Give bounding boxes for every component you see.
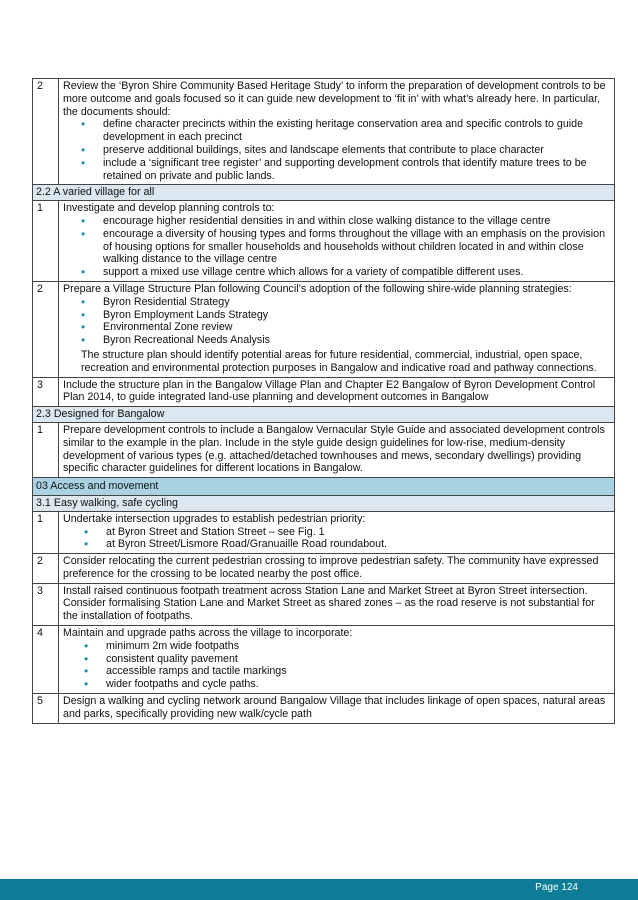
bullet-list bbox=[63, 640, 611, 691]
row-number: 1 bbox=[33, 201, 59, 282]
row-number: 3 bbox=[33, 377, 59, 407]
table-row bbox=[33, 583, 615, 625]
row-intro: Investigate and develop planning controls to: bbox=[63, 202, 275, 215]
list-item: • at Byron Street and Station Street – see Fig. 1 bbox=[106, 526, 611, 539]
row-intro: Maintain and upgrade paths across the village to incorporate: bbox=[63, 627, 353, 640]
subsection-header-row bbox=[33, 185, 615, 201]
bullet-list bbox=[63, 296, 611, 347]
row-text bbox=[59, 79, 615, 185]
list-item: • consistent quality pavement bbox=[106, 653, 611, 666]
list-item: • at Byron Street/Lismore Road/Granuaille Road roundabout. bbox=[106, 538, 611, 551]
list-item: • encourage higher residential densities in and within close walking distance to the village centre bbox=[103, 215, 611, 228]
bullet-list bbox=[63, 526, 611, 552]
list-item: • minimum 2m wide footpaths bbox=[106, 640, 611, 653]
subsection-header-row bbox=[33, 495, 615, 511]
list-item: • preserve additional buildings, sites and landscape elements that contribute to place character bbox=[103, 144, 611, 157]
row-intro: Review the ‘Byron Shire Community Based Heritage Study’ to inform the preparation of development controls to be more outcome and goals focused so it can guide new development to ‘fit in’ with what’s already here. In particular, the documents should: bbox=[63, 80, 606, 118]
row-number: 3 bbox=[33, 583, 59, 625]
subsection-header-row bbox=[33, 407, 615, 423]
table-row bbox=[33, 281, 615, 377]
list-item: • wider footpaths and cycle paths. bbox=[106, 678, 611, 691]
row-number: 1 bbox=[33, 422, 59, 477]
table-row bbox=[33, 626, 615, 694]
table-row bbox=[33, 377, 615, 407]
subsection-heading: 2.3 Designed for Bangalow bbox=[33, 407, 615, 423]
row-text bbox=[59, 281, 615, 377]
subsection-heading: 3.1 Easy walking, safe cycling bbox=[33, 495, 615, 511]
table-row bbox=[33, 79, 615, 185]
row-text: Install raised continuous footpath treatment across Station Lane and Market Street at Byron Street intersection. Consider formalising Station Lane and Market Street as shared zones – as the road reserve is not substantial for the installation of footpaths. bbox=[59, 583, 615, 625]
row-text bbox=[59, 201, 615, 282]
list-item: • Byron Recreational Needs Analysis bbox=[103, 334, 611, 347]
table-row bbox=[33, 201, 615, 282]
list-item: • support a mixed use village centre which allows for a variety of compatible different uses. bbox=[103, 266, 611, 279]
row-number: 5 bbox=[33, 694, 59, 724]
row-note: The structure plan should identify potential areas for future residential, commercial, industrial, open space, recreation and environmental protection purposes in Bangalow and indicative road and pathway connections. bbox=[81, 348, 597, 374]
footer-bar bbox=[0, 879, 638, 900]
row-text bbox=[59, 626, 615, 694]
row-intro: Prepare a Village Structure Plan following Council’s adoption of the following shire-wide planning strategies: bbox=[63, 282, 572, 295]
list-item: • encourage a diversity of housing types and forms throughout the village with an emphasis on the provision of housing options for smaller households and households without children located in and within close walking distance to the village centre bbox=[103, 228, 611, 266]
row-number: 2 bbox=[33, 79, 59, 185]
page-number: Page 124 bbox=[535, 882, 578, 893]
list-item: • define character precincts within the existing heritage conservation area and specific controls to guide development in each precinct bbox=[103, 118, 611, 144]
section-header-row bbox=[33, 478, 615, 496]
row-number: 1 bbox=[33, 511, 59, 553]
table-row bbox=[33, 511, 615, 553]
row-text: Include the structure plan in the Bangalow Village Plan and Chapter E2 Bangalow of Byron Development Control Plan 2014, to guide integrated land-use planning and development outcomes in Bangalow bbox=[59, 377, 615, 407]
section-heading: 03 Access and movement bbox=[33, 478, 615, 496]
list-item: • include a ‘significant tree register’ and supporting development controls that identify mature trees to be retained on private and public lands. bbox=[103, 157, 611, 183]
row-intro: Undertake intersection upgrades to establish pedestrian priority: bbox=[63, 512, 366, 525]
row-text: Consider relocating the current pedestrian crossing to improve pedestrian safety. The community have expressed preference for the crossing to be located nearby the post office. bbox=[59, 554, 615, 584]
list-item: • Environmental Zone review bbox=[103, 321, 611, 334]
list-item: • accessible ramps and tactile markings bbox=[106, 665, 611, 678]
table-row bbox=[33, 422, 615, 477]
action-table bbox=[32, 78, 615, 724]
bullet-list bbox=[63, 215, 611, 279]
table-row bbox=[33, 554, 615, 584]
row-text: Design a walking and cycling network around Bangalow Village that includes linkage of open spaces, natural areas and parks, specifically providing new walk/cycle path bbox=[59, 694, 615, 724]
row-number: 2 bbox=[33, 281, 59, 377]
list-item: • Byron Residential Strategy bbox=[103, 296, 611, 309]
row-number: 4 bbox=[33, 626, 59, 694]
row-text: Prepare development controls to include a Bangalow Vernacular Style Guide and associated development controls similar to the example in the plan. Include in the style guide design guidelines for low-rise, medium-density development of various types (e.g. attached/detached townhouses and mews, secondary dwellings) providing specific character guidelines for different locations in Bangalow. bbox=[59, 422, 615, 477]
row-text bbox=[59, 511, 615, 553]
list-item: • Byron Employment Lands Strategy bbox=[103, 309, 611, 322]
table-row bbox=[33, 694, 615, 724]
row-number: 2 bbox=[33, 554, 59, 584]
subsection-heading: 2.2 A varied village for all bbox=[33, 185, 615, 201]
bullet-list bbox=[63, 118, 611, 182]
